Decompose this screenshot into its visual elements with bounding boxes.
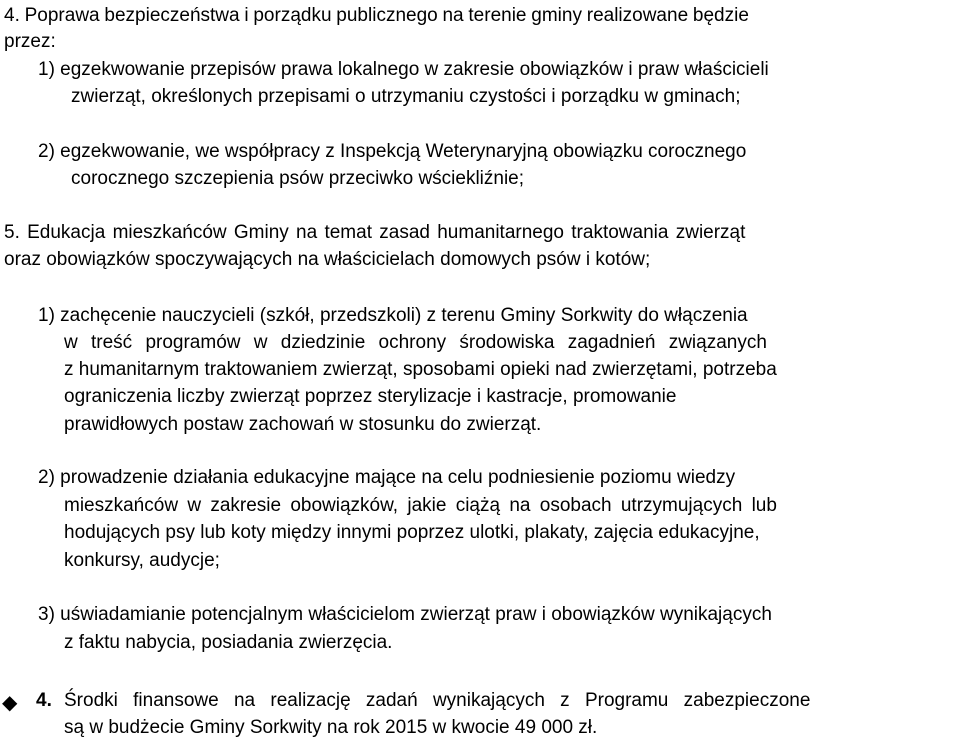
section-4-heading-cont: przez:: [4, 31, 56, 52]
section-5-item-3-line-1: 3) uświadamianie potencjalnym właścicielom zwierząt praw i obowiązków wynikających: [38, 604, 772, 625]
funding-line-1: Środki finansowe na realizację zadań wynikających z Programu zabezpieczone: [64, 690, 811, 711]
section-5-heading-cont: oraz obowiązków spoczywających na właścicielach domowych psów i kotów;: [4, 249, 651, 270]
section-5-item-2-line-3: hodujących psy lub koty między innymi poprzez ulotki, plakaty, zajęcia edukacyjne,: [64, 522, 760, 543]
funding-line-2: są w budżecie Gminy Sorkwity na rok 2015 w kwocie 49 000 zł.: [64, 717, 598, 738]
funding-number: 4.: [36, 690, 52, 711]
section-5-item-1-line-4: ograniczenia liczby zwierząt poprzez sterylizacje i kastracje, promowanie: [64, 386, 677, 407]
section-5-item-2-line-1: 2) prowadzenie działania edukacyjne mające na celu podniesienie poziomu wiedzy: [38, 467, 736, 488]
diamond-bullet-icon: ◆: [2, 690, 18, 714]
section-4-item-2-line-1: 2) egzekwowanie, we współpracy z Inspekcją Weterynaryjną obowiązku corocznego: [38, 141, 747, 162]
section-4-item-2-line-2: corocznego szczepienia psów przeciwko wściekliźnie;: [71, 168, 525, 189]
section-5-item-1-line-3: z humanitarnym traktowaniem zwierząt, sposobami opieki nad zwierzętami, potrzeba: [64, 359, 777, 380]
section-4-item-1-line-1: 1) egzekwowanie przepisów prawa lokalnego w zakresie obowiązków i praw właścicieli: [38, 59, 769, 80]
section-4-heading: 4. Poprawa bezpieczeństwa i porządku publicznego na terenie gminy realizowane będzie: [4, 5, 749, 26]
section-5-item-2-line-4: konkursy, audycje;: [64, 550, 220, 571]
section-5-item-1-line-5: prawidłowych postaw zachowań w stosunku do zwierząt.: [64, 414, 542, 435]
section-5-item-1-line-1: 1) zachęcenie nauczycieli (szkół, przedszkoli) z terenu Gminy Sorkwity do włączenia: [38, 305, 748, 326]
section-5-heading: 5. Edukacja mieszkańców Gminy na temat zasad humanitarnego traktowania zwierząt: [4, 222, 746, 243]
section-5-item-1-line-2: w treść programów w dziedzinie ochrony środowiska zagadnień związanych: [64, 332, 767, 353]
section-4-item-1-line-2: zwierząt, określonych przepisami o utrzymaniu czystości i porządku w gminach;: [71, 86, 741, 107]
section-5-item-2-line-2: mieszkańców w zakresie obowiązków, jakie ciążą na osobach utrzymujących lub: [64, 495, 777, 516]
section-5-item-3-line-2: z faktu nabycia, posiadania zwierzęcia.: [64, 632, 393, 653]
